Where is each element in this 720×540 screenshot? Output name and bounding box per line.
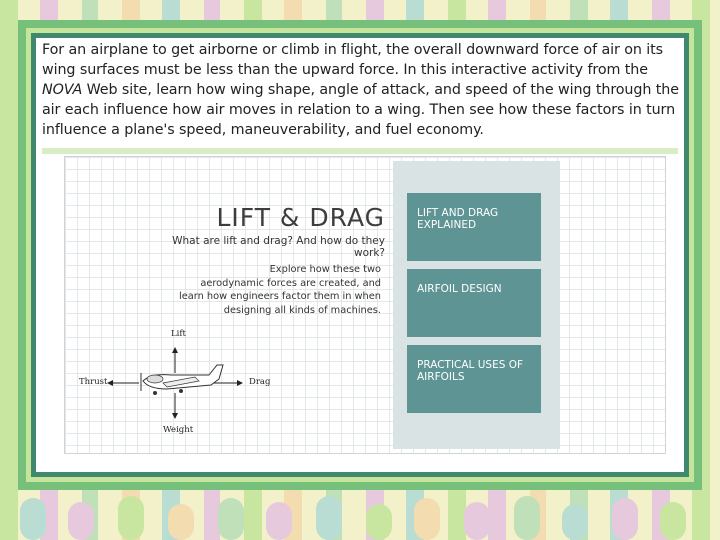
- thrust-label: Thrust: [79, 377, 108, 387]
- activity-menu: [393, 161, 560, 449]
- menu-item-airfoil-design[interactable]: AIRFOIL DESIGN: [407, 269, 541, 337]
- activity-subtitle: What are lift and drag? And how do they work?: [172, 235, 385, 259]
- weight-label: Weight: [163, 425, 194, 435]
- divider: [42, 148, 678, 154]
- activity-title: LIFT & DRAG: [216, 203, 385, 232]
- nova-site-name: NOVA: [42, 82, 83, 98]
- menu-item-lift-and-drag-explained[interactable]: LIFT AND DRAG EXPLAINED: [407, 193, 541, 261]
- menu-item-practical-uses-of-airfoils[interactable]: PRACTICAL USES OF AIRFOILS: [407, 345, 541, 413]
- activity-description: For an airplane to get airborne or climb in flight, the overall downward force of air on its wing surfaces must be less than the upward force. In this interactive activity from the NOVA Web site, learn how wing shape, angle of attack, and speed of the wing through the air each influence how air moves in relation to a wing. Then see how these factors in turn influence a plane's speed, maneuverability, and fuel economy.: [42, 42, 679, 138]
- activity-intro: Explore how these two aerodynamic forces are created, and learn how engineers factor them in when designing all kinds of machines.: [178, 264, 381, 316]
- forces-diagram: [71, 329, 281, 445]
- activity-screenshot: [64, 156, 666, 454]
- lift-label: Lift: [171, 329, 186, 339]
- drag-label: Drag: [249, 377, 271, 387]
